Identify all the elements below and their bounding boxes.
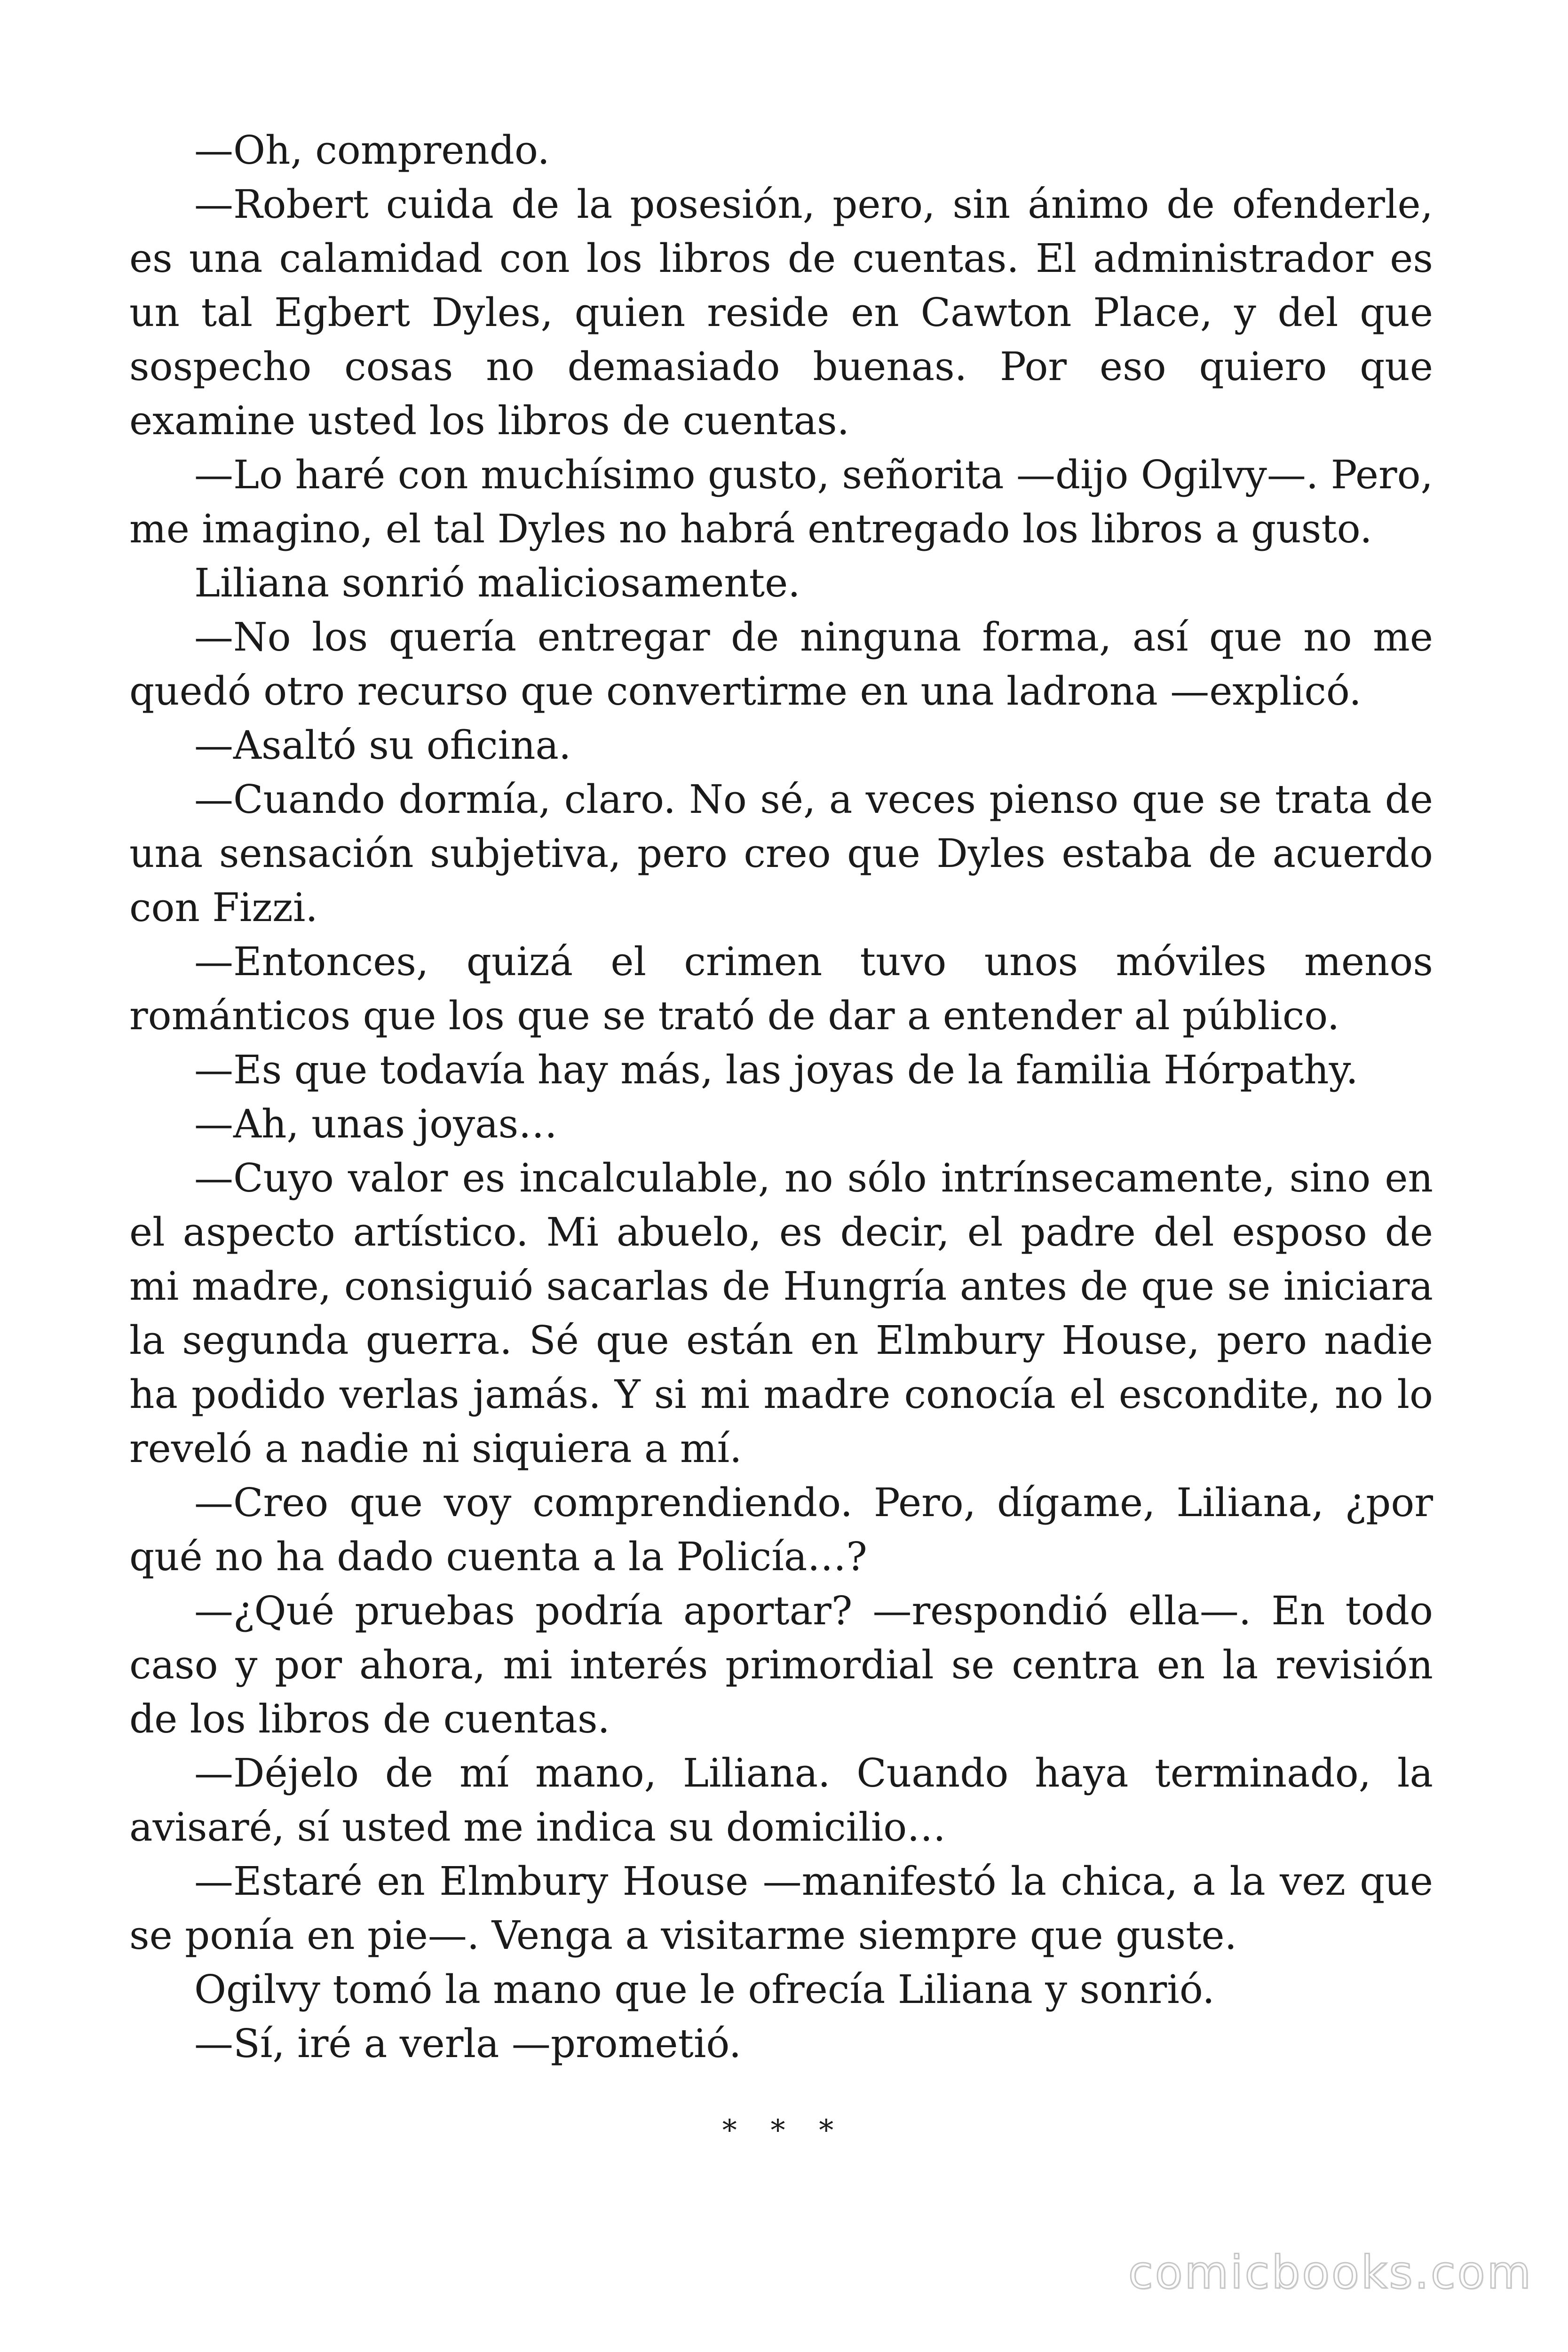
paragraph: —Es que todavía hay más, las joyas de la familia Hórpathy. [194,1047,1358,1093]
body-text [129,123,1433,2071]
paragraph: —Lo haré con muchísimo gusto, señorita —dijo Ogilvy—. Pero, me imagino, el tal Dyles no habrá entregado los libros a gusto. [129,452,1433,552]
paragraph: —Creo que voy comprendiendo. Pero, dígame, Liliana, ¿por qué no ha dado cuenta a la Policía…? [129,1480,1433,1580]
paragraph: —Entonces, quizá el crimen tuvo unos móviles menos románticos que los que se trató de dar a entender al público. [129,939,1433,1039]
paragraph: —Oh, comprendo. [194,127,550,173]
paragraph: —Ah, unas joyas… [194,1101,558,1147]
paragraph: —Sí, iré a verla —prometió. [194,2021,742,2066]
paragraph: —¿Qué pruebas podría aportar? —respondió ella—. En todo caso y por ahora, mi interés primordial se centra en la revisión de los libros de cuentas. [129,1588,1433,1742]
paragraph: —Estaré en Elmbury House —manifestó la chica, a la vez que se ponía en pie—. Venga a visitarme siempre que guste. [129,1859,1433,1958]
paragraph: Liliana sonrió maliciosamente. [194,560,800,606]
paragraph: —Cuyo valor es incalculable, no sólo intrínsecamente, sino en el aspecto artístico. Mi abuelo, es decir, el padre del esposo de mi madre, consiguió sacarlas de Hungría antes de que se iniciara la segunda guerra. Sé que están en Elmbury House, pero nadie ha podido verlas jamás. Y si mi madre conocía el escondite, no lo reveló a nadie ni siquiera a mí. [129,1155,1433,1471]
paragraph: —Cuando dormía, claro. No sé, a veces pienso que se trata de una sensación subjetiva, pero creo que Dyles estaba de acuerdo con Fizzi. [129,777,1433,930]
paragraph: —No los quería entregar de ninguna forma, así que no me quedó otro recurso que convertirme en una ladrona —explicó. [129,614,1433,714]
paragraph: —Déjelo de mí mano, Liliana. Cuando haya terminado, la avisaré, sí usted me indica su domicilio… [129,1750,1433,1850]
paragraph: —Robert cuida de la posesión, pero, sin ánimo de ofenderle, es una calamidad con los libros de cuentas. El administrador es un tal Egbert Dyles, quien reside en Cawton Place, y del que sospecho cosas no demasiado buenas. Por eso quiero que examine usted los libros de cuentas. [129,182,1433,444]
watermark-logo: comicbooks.com [1128,2246,1533,2299]
paragraph: Ogilvy tomó la mano que le ofrecía Liliana y sonrió. [194,1967,1215,2012]
section-separator: * * * [722,2113,846,2147]
paragraph: —Asaltó su oficina. [194,723,571,768]
